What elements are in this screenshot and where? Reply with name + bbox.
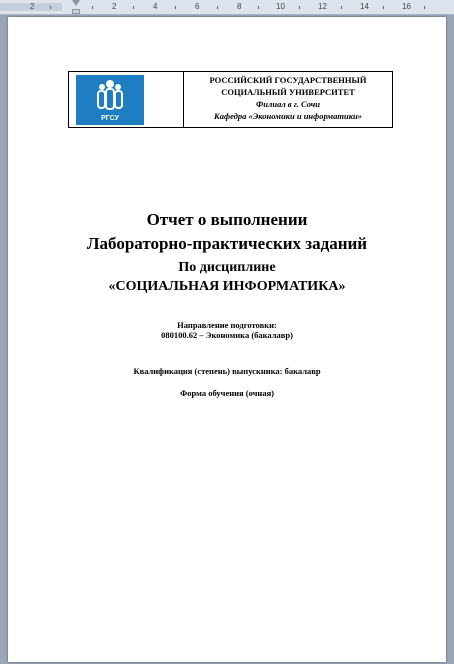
branch-name: Филиал в г. Сочи bbox=[256, 99, 320, 109]
ruler-label: 2 bbox=[112, 2, 117, 11]
university-info bbox=[184, 72, 392, 127]
university-name-line2: СОЦИАЛЬНЫЙ УНИВЕРСИТЕТ bbox=[221, 87, 355, 97]
qualification-text: Квалификация (степень) выпускника: бакалавр bbox=[133, 366, 321, 376]
logo-cell bbox=[69, 72, 184, 127]
first-line-indent-marker[interactable] bbox=[72, 0, 80, 6]
university-logo bbox=[76, 75, 144, 125]
discipline-label: По дисциплине bbox=[178, 260, 276, 275]
study-form-text: Форма обучения (очная) bbox=[180, 388, 274, 398]
ruler-label: 10 bbox=[276, 2, 285, 11]
document-page[interactable] bbox=[8, 17, 446, 662]
direction-label: Направление подготовки: bbox=[177, 320, 277, 330]
left-indent-marker[interactable] bbox=[72, 9, 80, 14]
ruler-mark bbox=[341, 6, 342, 9]
ruler-mark bbox=[383, 6, 384, 9]
university-name-line1: РОССИЙСКИЙ ГОСУДАРСТВЕННЫЙ bbox=[209, 75, 367, 85]
ruler-mark bbox=[258, 6, 259, 9]
people-icon bbox=[76, 75, 144, 115]
logo-text: РГСУ bbox=[101, 115, 119, 122]
ruler-label: 14 bbox=[360, 2, 369, 11]
ruler-mark bbox=[299, 6, 300, 9]
department-name: Кафедра «Экономики и информатики» bbox=[213, 111, 363, 121]
ruler-mark bbox=[424, 6, 425, 9]
header-table bbox=[68, 71, 393, 128]
ruler-mark bbox=[217, 6, 218, 9]
report-title-line1: Отчет о выполнении bbox=[146, 210, 308, 229]
ruler-label: 8 bbox=[237, 2, 242, 11]
ruler-mark bbox=[175, 6, 176, 9]
ruler-mark bbox=[50, 6, 51, 9]
ruler-label: 4 bbox=[153, 2, 158, 11]
report-title-line2: Лабораторно-практических заданий bbox=[86, 234, 368, 253]
ruler-mark bbox=[133, 6, 134, 9]
ruler-mark bbox=[92, 6, 93, 9]
ruler-label: 16 bbox=[402, 2, 411, 11]
ruler-label: 6 bbox=[195, 2, 200, 11]
direction-value: 080100.62 – Экономика (бакалавр) bbox=[161, 330, 293, 340]
ruler-label: 12 bbox=[318, 2, 327, 11]
discipline-name: «СОЦИАЛЬНАЯ ИНФОРМАТИКА» bbox=[108, 279, 346, 294]
horizontal-ruler[interactable] bbox=[0, 0, 454, 15]
ruler-label: 2 bbox=[30, 2, 35, 11]
